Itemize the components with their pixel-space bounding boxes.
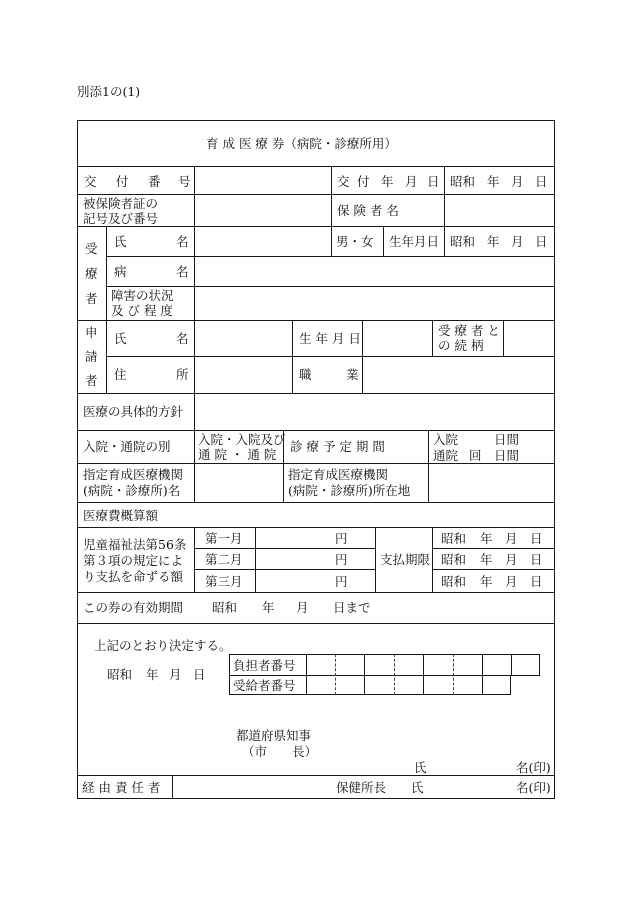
deadline-d-1: 日 — [530, 531, 543, 546]
issue-day: 日 — [535, 174, 548, 189]
deadline-era-2: 昭和 — [441, 552, 467, 567]
deadline-y-3: 年 — [480, 574, 493, 589]
rule — [432, 548, 555, 549]
label-occupation-2: 業 — [346, 367, 359, 382]
deadline-d-2: 日 — [530, 552, 543, 567]
deadline-era-3: 昭和 — [441, 574, 467, 589]
label-inpatient-type: 入院・通院の別 — [83, 439, 171, 454]
rule — [428, 463, 429, 502]
deadline-d-3: 日 — [530, 574, 543, 589]
label-issue-date-3: 年 — [381, 174, 394, 189]
dob-month: 月 — [511, 234, 524, 249]
rule — [432, 527, 433, 592]
label-occupation-1: 職 — [299, 367, 312, 382]
rule — [77, 623, 555, 624]
month-2: 第二月 — [205, 552, 243, 567]
label-facility-name-a: 指定育成医療機関 — [83, 467, 184, 482]
issue-era: 昭和 — [450, 174, 476, 189]
label-treatment-policy: 医療の具体的方針 — [83, 404, 184, 419]
rule — [383, 226, 384, 256]
dob-year: 年 — [487, 234, 500, 249]
rule — [77, 430, 555, 431]
decision-text: 上記のとおり決定する。 — [94, 638, 232, 653]
label-relay-person: 経 由 責 任 者 — [82, 780, 161, 795]
rule — [77, 527, 555, 528]
deadline-era-1: 昭和 — [441, 531, 467, 546]
label-mayor: （市 長） — [242, 744, 318, 759]
rule — [195, 548, 375, 549]
label-issue-no-2: 付 — [116, 174, 129, 189]
label-insured-card-no: 記号及び番号 — [83, 211, 159, 226]
deadline-y-1: 年 — [480, 531, 493, 546]
validity-month: 月 — [296, 600, 309, 615]
rule — [106, 286, 555, 287]
rule — [106, 226, 107, 393]
rule — [331, 226, 332, 256]
rule — [283, 463, 284, 502]
header-ref: 別添1の(1) — [77, 84, 141, 99]
label-relationship-1: 受 療 者 と — [438, 323, 500, 338]
rule — [423, 654, 424, 695]
label-recipient-number: 受給者番号 — [233, 678, 296, 693]
label-issue-no-3: 番 — [148, 174, 161, 189]
rule — [362, 320, 363, 393]
rule — [375, 527, 376, 592]
label-relay-seal: 名(印) — [516, 780, 551, 795]
label-payer-number: 負担者番号 — [233, 658, 296, 673]
rule — [428, 430, 429, 463]
rule — [195, 569, 375, 570]
rule — [255, 527, 256, 592]
label-disease-2: 名 — [176, 264, 189, 279]
label-applicant-dob: 生 年 月 日 — [299, 331, 361, 346]
label-outpatient-days: 日間 — [494, 448, 520, 463]
rule — [331, 166, 332, 226]
yen-1: 円 — [335, 531, 348, 546]
label-disability: 障害の状況 — [111, 288, 174, 303]
label-name-1: 氏 — [114, 234, 127, 249]
label-facility-addr-a: 指定育成医療機関 — [288, 467, 389, 482]
deadline-m-2: 月 — [505, 552, 518, 567]
label-health-center-chief: 保健所長 — [336, 780, 387, 795]
rule — [172, 775, 173, 799]
rule — [77, 166, 555, 167]
rule — [77, 320, 555, 321]
form-title: 育 成 医 療 券（病院・診療所用） — [206, 136, 397, 151]
rule — [306, 654, 307, 695]
group-recipient-1: 受 — [85, 241, 98, 256]
rule — [364, 654, 365, 695]
group-recipient-2: 療 — [85, 266, 98, 281]
group-applicant-1: 申 — [85, 325, 98, 340]
deadline-y-2: 年 — [480, 552, 493, 567]
label-signature-seal: 名(印) — [516, 760, 551, 775]
label-issue-date-2: 付 — [357, 174, 370, 189]
label-payment-deadline: 支払期限 — [380, 552, 431, 567]
rule — [194, 166, 195, 226]
rule — [77, 775, 555, 776]
dob-era: 昭和 — [450, 234, 476, 249]
label-issue-no-1: 交 — [84, 174, 97, 189]
label-dob: 生年月日 — [389, 234, 440, 249]
rule — [511, 654, 512, 676]
decision-month: 月 — [169, 667, 182, 682]
label-applicant-name-1: 氏 — [114, 331, 127, 346]
label-disease-1: 病 — [114, 264, 127, 279]
label-governor: 都道府県知事 — [236, 728, 312, 743]
rule — [194, 463, 195, 502]
rule — [292, 320, 293, 393]
label-address-2: 所 — [176, 367, 189, 382]
rule — [194, 320, 195, 393]
deadline-m-1: 月 — [505, 531, 518, 546]
deadline-m-3: 月 — [505, 574, 518, 589]
label-name-2: 名 — [176, 234, 189, 249]
dob-day: 日 — [535, 234, 548, 249]
label-facility-name-b: (病院・診療所)名 — [83, 483, 181, 498]
rule — [77, 194, 555, 195]
inpatient-option-a: 入院・入院及び — [198, 432, 286, 447]
label-issue-date-1: 交 — [337, 174, 350, 189]
decision-era: 昭和 — [107, 667, 133, 682]
label-address-1: 住 — [114, 367, 127, 382]
decision-day: 日 — [193, 667, 206, 682]
rule — [77, 592, 555, 593]
label-treatment-period: 診 療 予 定 期 間 — [290, 439, 385, 454]
issue-year: 年 — [487, 174, 500, 189]
rule — [77, 393, 555, 394]
month-1: 第一月 — [205, 531, 243, 546]
rule — [444, 166, 445, 226]
label-disability-degree: 及 び 程 度 — [111, 303, 173, 318]
label-outpatient: 通院 — [433, 448, 459, 463]
label-issue-no-4: 号 — [178, 174, 191, 189]
label-outpatient-count: 回 — [469, 448, 482, 463]
rule — [335, 654, 336, 695]
rule — [77, 226, 555, 227]
label-facility-addr-b: (病院・診療所)所在地 — [288, 483, 411, 498]
label-insurer: 保 険 者 名 — [337, 203, 399, 218]
label-inpatient: 入院 — [433, 432, 459, 447]
rule — [394, 654, 395, 695]
label-issue-date-4: 月 — [405, 174, 418, 189]
label-order-a: 児童福祉法第56条 — [83, 537, 187, 552]
label-signature-uji: 氏 — [414, 760, 427, 775]
issue-month: 月 — [511, 174, 524, 189]
rule — [432, 320, 433, 356]
rule — [503, 320, 504, 356]
inpatient-option-b: 通 院 ・ 通 院 — [198, 447, 277, 462]
rule — [482, 654, 483, 695]
label-issue-date-5: 日 — [427, 174, 440, 189]
rule — [194, 527, 195, 592]
rule — [194, 430, 195, 463]
rule — [432, 569, 555, 570]
validity-year: 年 — [262, 600, 275, 615]
group-applicant-3: 者 — [85, 373, 98, 388]
rule — [77, 502, 555, 503]
rule — [106, 356, 555, 357]
label-validity: この券の有効期間 — [83, 600, 184, 615]
group-recipient-3: 者 — [85, 291, 98, 306]
rule — [194, 226, 195, 320]
month-3: 第三月 — [205, 574, 243, 589]
rule — [453, 654, 454, 695]
rule — [444, 226, 445, 256]
group-applicant-2: 請 — [85, 349, 98, 364]
rule — [106, 256, 555, 257]
decision-year: 年 — [146, 667, 159, 682]
rule — [77, 463, 555, 464]
label-applicant-name-2: 名 — [176, 331, 189, 346]
label-sex: 男・女 — [336, 234, 374, 249]
yen-2: 円 — [335, 552, 348, 567]
yen-3: 円 — [335, 574, 348, 589]
label-order-c: り支払を命ずる額 — [83, 569, 184, 584]
label-order-b: 第３項の規定によ — [83, 553, 184, 568]
rule — [194, 393, 195, 430]
validity-era: 昭和 — [212, 600, 238, 615]
label-relationship-2: の 続 柄 — [438, 338, 484, 353]
label-relay-uji: 氏 — [411, 780, 424, 795]
validity-day: 日まで — [333, 600, 371, 615]
label-inpatient-days: 日間 — [494, 432, 520, 447]
label-insured-card: 被保険者証の — [83, 196, 159, 211]
label-cost-estimate: 医療費概算額 — [83, 508, 159, 523]
